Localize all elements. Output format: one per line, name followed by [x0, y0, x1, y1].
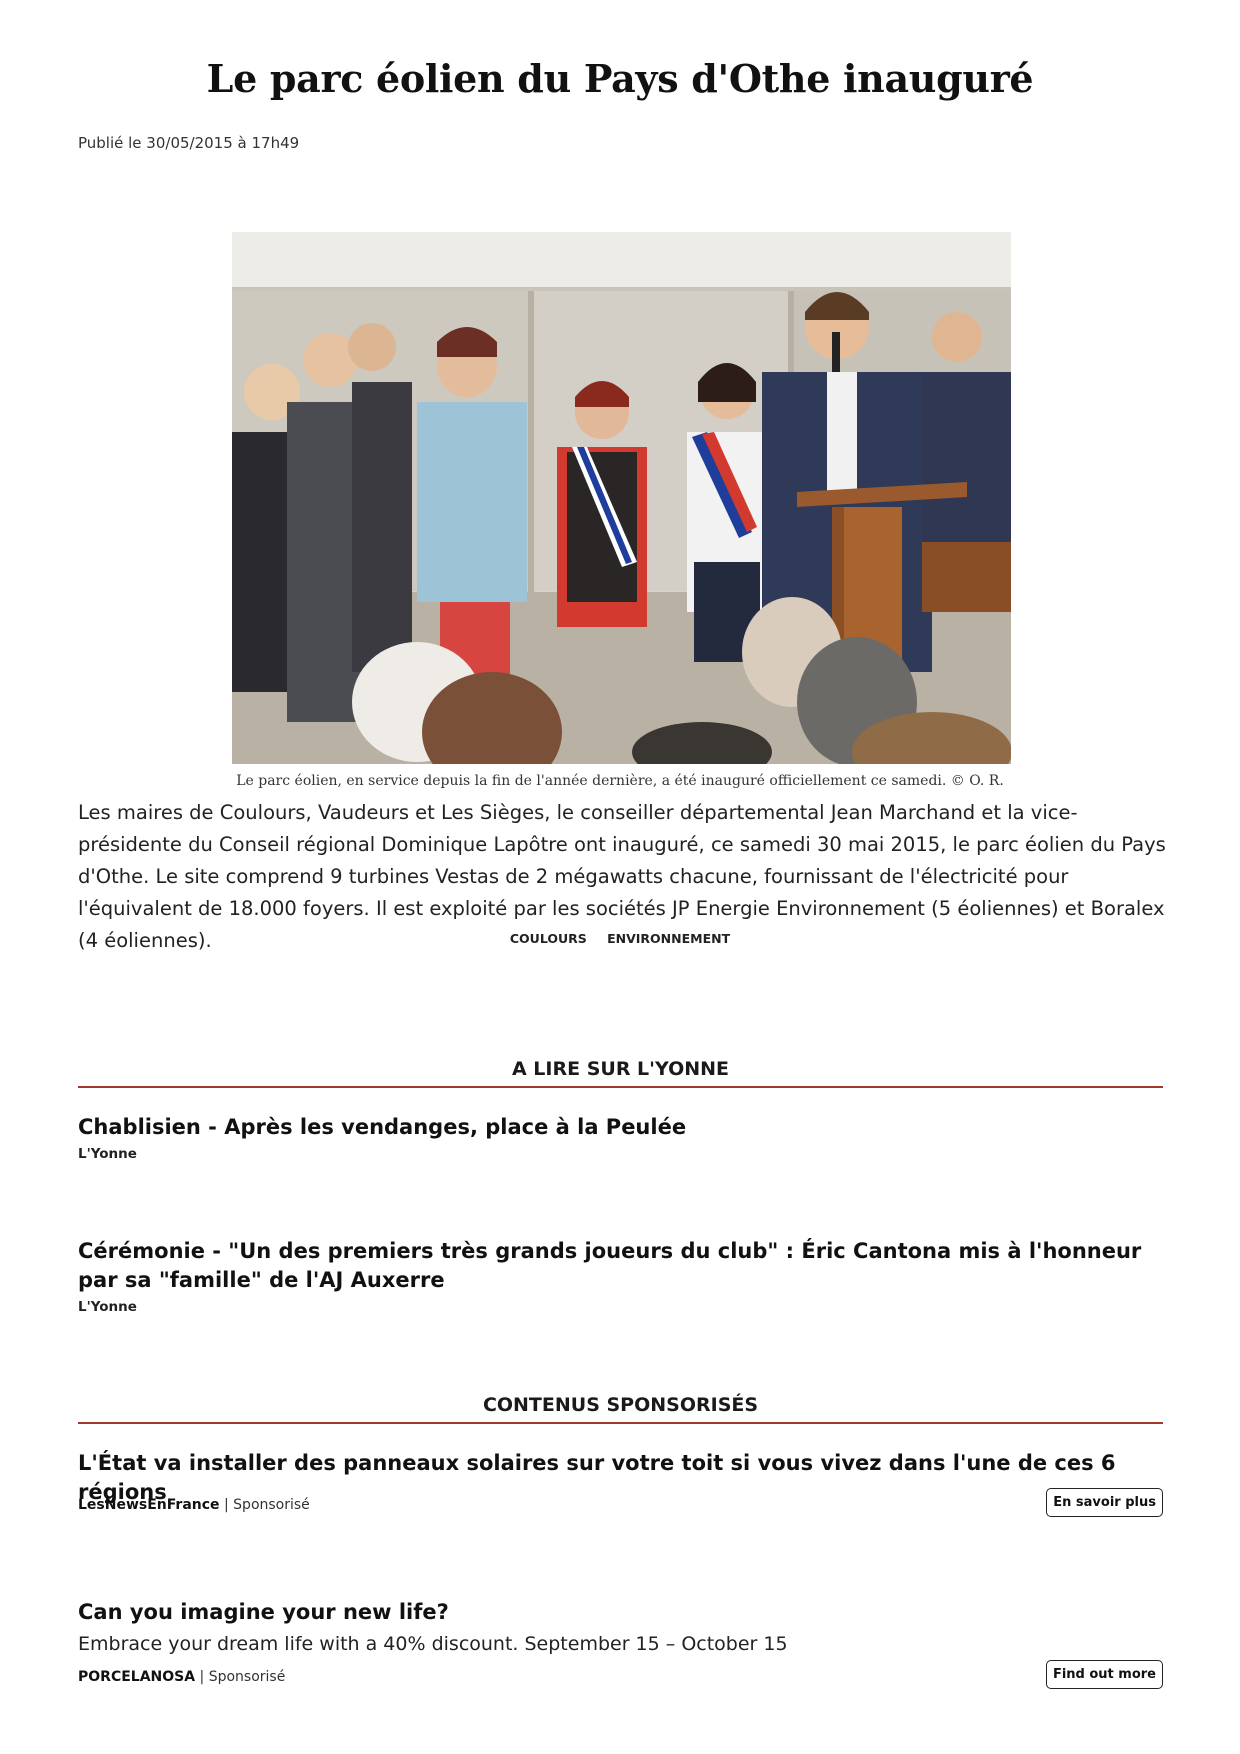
read-more-source: L'Yonne	[78, 1146, 137, 1162]
publish-date: Publié le 30/05/2015 à 17h49	[78, 134, 300, 152]
sponsored-description: Embrace your dream life with a 40% discount. September 15 – October 15	[78, 1633, 788, 1655]
article-body: Les maires de Coulours, Vaudeurs et Les Sièges, le conseiller départemental Jean Marchand et la vice-présidente du Conseil régional Dominique Lapôtre ont inauguré, ce samedi 30 mai 2015, le parc éolien du Pays d'Othe. Le site comprend 9 turbines Vestas de 2 mégawatts chacune, fournissant de l'électricité pour l'équivalent de 18.000 foyers. Il est exploité par les sociétés JP Energie Environnement (5 éoliennes) et Boralex (4 éoliennes).	[78, 801, 1166, 952]
sponsor-name: LesNewsEnFrance	[78, 1497, 220, 1513]
tag-link[interactable]: COULOURS	[509, 931, 587, 946]
article-title: Le parc éolien du Pays d'Othe inauguré	[206, 56, 1034, 101]
sponsored-heading: CONTENUS SPONSORISÉS	[78, 1394, 1163, 1424]
article-photo	[232, 232, 1011, 764]
sponsored-source	[78, 1669, 285, 1685]
sponsored-item[interactable]	[78, 1598, 1163, 1685]
sponsored-source	[78, 1497, 310, 1513]
read-more-title[interactable]: Chablisien - Après les vendanges, place à la Peulée	[78, 1115, 687, 1139]
read-more-item[interactable]	[78, 1237, 1163, 1315]
sponsored-label: | Sponsorisé	[224, 1497, 310, 1513]
sponsored-item[interactable]	[78, 1449, 1163, 1513]
photo-caption: Le parc éolien, en service depuis la fin de l'année dernière, a été inauguré officiellement ce samedi. © O. R.	[236, 773, 1004, 789]
learn-more-button[interactable]: En savoir plus	[1046, 1488, 1163, 1517]
tag-link[interactable]: ENVIRONNEMENT	[607, 931, 731, 946]
read-more-title[interactable]: Cérémonie - "Un des premiers très grands joueurs du club" : Éric Cantona mis à l'honneur par sa "famille" de l'AJ Auxerre	[78, 1239, 1142, 1292]
sponsored-title[interactable]: Can you imagine your new life?	[78, 1600, 449, 1624]
sponsor-name: PORCELANOSA	[78, 1669, 196, 1685]
read-more-source: L'Yonne	[78, 1299, 137, 1315]
read-more-item[interactable]	[78, 1113, 1163, 1162]
sponsored-title[interactable]: L'État va installer des panneaux solaires sur votre toit si vous vivez dans l'une de ces 6 régions	[78, 1451, 1116, 1504]
read-more-heading: A LIRE SUR L'YONNE	[78, 1058, 1163, 1088]
sponsored-label: | Sponsorisé	[199, 1669, 286, 1685]
find-out-more-button[interactable]: Find out more	[1046, 1660, 1163, 1689]
article-tags	[0, 931, 1240, 946]
